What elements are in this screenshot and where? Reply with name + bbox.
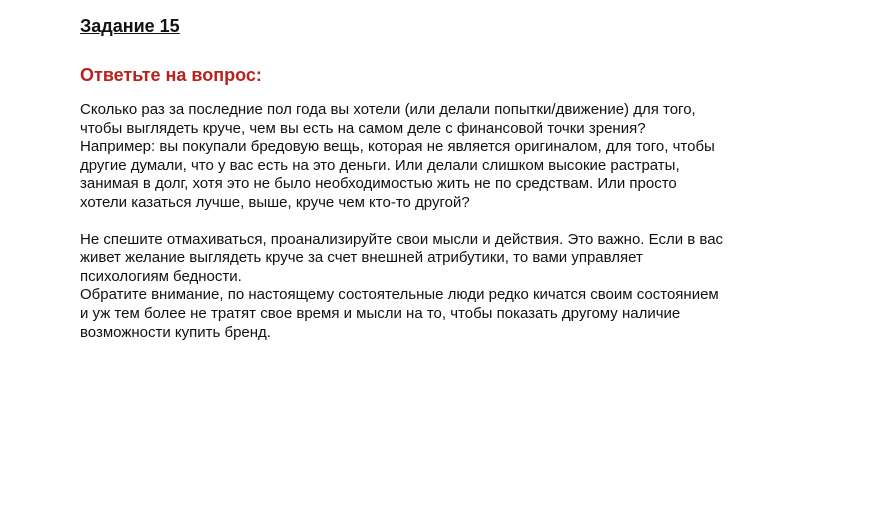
text-line: живет желание выглядеть круче за счет внешней атрибутики, то вами управляет xyxy=(80,249,643,267)
paragraph-question xyxy=(80,101,810,213)
text-line: занимая в долг, хотя это не было необходимостью жить не по средствам. Или просто xyxy=(80,175,677,193)
task-title: Задание 15 xyxy=(80,16,180,36)
text-line: другие думали, что у вас есть на это деньги. Или делали слишком высокие растраты, xyxy=(80,156,680,174)
text-line: и уж тем более не тратят свое время и мысли на то, чтобы показать другому наличие xyxy=(80,304,681,322)
text-line: возможности купить бренд. xyxy=(80,323,271,341)
text-line: Обратите внимание, по настоящему состоятельные люди редко кичатся своим состоянием xyxy=(80,286,719,304)
paragraph-advice xyxy=(80,231,810,343)
question-heading: Ответьте на вопрос: xyxy=(80,65,262,85)
document-page xyxy=(80,14,810,342)
text-line: Например: вы покупали бредовую вещь, которая не является оригиналом, для того, чтобы xyxy=(80,138,715,156)
text-line: Сколько раз за последние пол года вы хотели (или делали попытки/движение) для того, xyxy=(80,101,696,118)
text-line: психологиям бедности. xyxy=(80,267,242,285)
text-line: хотели казаться лучше, выше, круче чем кто-то другой? xyxy=(80,193,470,211)
text-line: Не спешите отмахиваться, проанализируйте свои мысли и действия. Это важно. Если в вас xyxy=(80,230,724,248)
text-line: чтобы выглядеть круче, чем вы есть на самом деле с финансовой точки зрения? xyxy=(80,119,646,137)
